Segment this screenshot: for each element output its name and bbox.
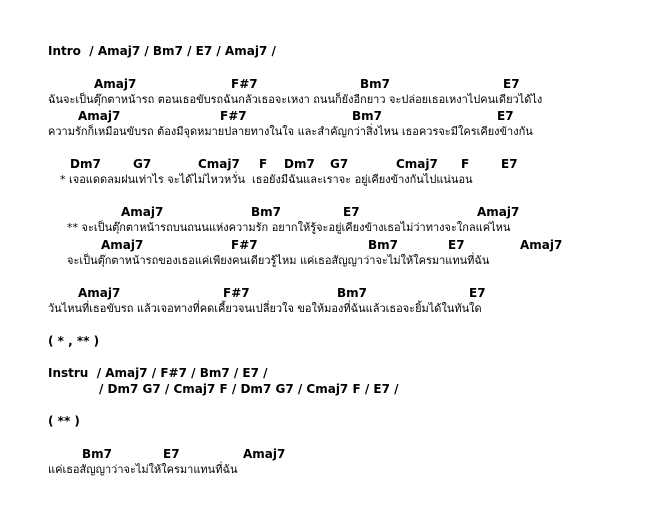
chord: E7 bbox=[448, 238, 465, 252]
chord: Amaj7 bbox=[243, 447, 286, 461]
chord: E7 bbox=[469, 286, 486, 300]
repeat-marker-2: ( ** ) bbox=[48, 414, 80, 428]
chord: Amaj7 bbox=[121, 205, 164, 219]
chord: Cmaj7 bbox=[198, 157, 240, 171]
chord: Amaj7 bbox=[78, 286, 121, 300]
chord: F bbox=[461, 157, 470, 171]
chord: Amaj7 bbox=[94, 77, 137, 91]
chord: Cmaj7 bbox=[396, 157, 438, 171]
chord: Bm7 bbox=[352, 109, 382, 123]
chord: Amaj7 bbox=[520, 238, 563, 252]
chord: E7 bbox=[497, 109, 514, 123]
chord: Bm7 bbox=[368, 238, 398, 252]
chord: Dm7 bbox=[70, 157, 101, 171]
chord: Dm7 bbox=[284, 157, 315, 171]
intro-line: Intro / Amaj7 / Bm7 / E7 / Amaj7 / bbox=[48, 44, 276, 58]
chord: F#7 bbox=[223, 286, 250, 300]
repeat-marker-1: ( * , ** ) bbox=[48, 334, 100, 348]
verse1-lyric-2: ความรักก็เหมือนขับรถ ต้องมีจุดหมายปลายทางในใจ และสำคัญกว่าสิ่งไหน เธอควรจะมีใครเคียงข้างกัน bbox=[48, 125, 533, 138]
chord: E7 bbox=[343, 205, 360, 219]
bridge-lyric: วันไหนที่เธอขับรถ แล้วเจอทางที่คดเคี้ยวจนเปลี่ยวใจ ขอให้มองที่ฉันแล้วเธอจะยิ้มได้ในทันใด bbox=[48, 302, 482, 315]
chord: F#7 bbox=[231, 238, 258, 252]
chord: Bm7 bbox=[251, 205, 281, 219]
chord: Amaj7 bbox=[78, 109, 121, 123]
chord: Bm7 bbox=[82, 447, 112, 461]
chord: E7 bbox=[501, 157, 518, 171]
chorus-lyric-1: ** จะเป็นตุ๊กตาหน้ารถบนถนนแห่งความรัก อยากให้รู้จะอยู่เคียงข้างเธอไม่ว่าทางจะใกลแค่ไหน bbox=[67, 221, 511, 234]
verse1-lyric-1: ฉันจะเป็นตุ๊กตาหน้ารถ ตอนเธอขับรถฉันกลัวเธอจะเหงา ถนนก็ยังอีกยาว จะปล่อยเธอเหงาไปคนเดียวได้ไง bbox=[48, 93, 543, 106]
chord: G7 bbox=[330, 157, 349, 171]
chord: E7 bbox=[163, 447, 180, 461]
chord: F#7 bbox=[220, 109, 247, 123]
chord: F#7 bbox=[231, 77, 258, 91]
outro-lyric: แค่เธอสัญญาว่าจะไม่ให้ใครมาแทนที่ฉัน bbox=[48, 463, 238, 476]
chord: G7 bbox=[133, 157, 152, 171]
chord: Bm7 bbox=[337, 286, 367, 300]
prechorus-lyric: * เจอแดดลมฝนเท่าไร จะได้ไม่ไหวหวั่น เธอยังมีฉันและเราจะ อยู่เคียงข้างกันไปแน่นอน bbox=[60, 173, 473, 186]
instru-line-2: / Dm7 G7 / Cmaj7 F / Dm7 G7 / Cmaj7 F / E7 / bbox=[99, 382, 399, 396]
chord: E7 bbox=[503, 77, 520, 91]
chord: F bbox=[259, 157, 268, 171]
chord: Amaj7 bbox=[477, 205, 520, 219]
chord: Bm7 bbox=[360, 77, 390, 91]
chord: Amaj7 bbox=[101, 238, 144, 252]
chorus-lyric-2: จะเป็นตุ๊กตาหน้ารถของเธอแค่เพียงคนเดียวรู้ไหม แค่เธอสัญญาว่าจะไม่ให้ใครมาแทนที่ฉัน bbox=[67, 254, 490, 267]
instru-line-1: Instru / Amaj7 / F#7 / Bm7 / E7 / bbox=[48, 366, 268, 380]
